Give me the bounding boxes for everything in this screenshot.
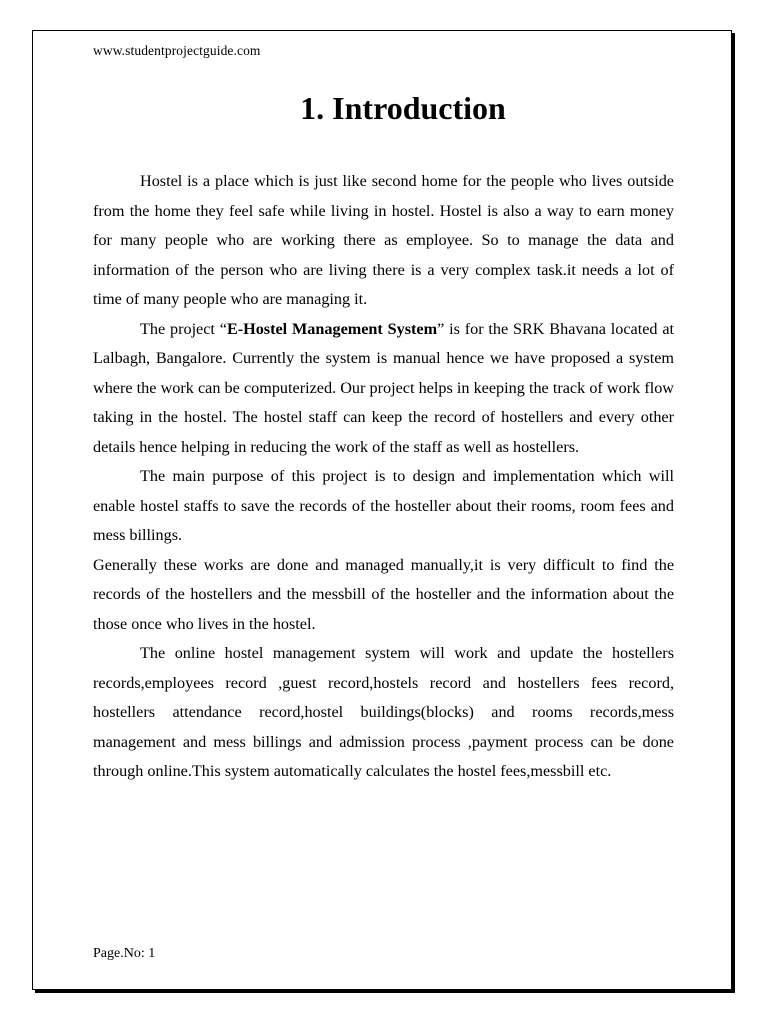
paragraph-2-lead: The project “ <box>140 319 227 338</box>
paragraph-5: The online hostel management system will work and update the hostellers records,employees record ,guest record,hostels record and hostellers fees record, hostellers attendance record,hostel buildings(blocks) and rooms records,mess management and mess billings and admission process ,payment process can be done through online.This system automatically calculates the hostel fees,messbill etc. <box>93 644 674 780</box>
paragraph-4: Generally these works are done and managed manually,it is very difficult to find the records of the hostellers and the messbill of the hosteller and the information about the those once who lives in the hostel. <box>93 555 674 633</box>
paragraph-2 <box>93 315 674 463</box>
page-number: Page.No: 1 <box>93 946 156 961</box>
paragraph-3: The main purpose of this project is to design and implementation which will enable hostel staffs to save the records of the hosteller about their rooms, room fees and mess billings. <box>93 467 674 544</box>
site-url-header: www.studentprojectguide.com <box>93 43 261 58</box>
document-body <box>93 167 674 787</box>
paragraph-1: Hostel is a place which is just like second home for the people who lives outside from the home they feel safe while living in hostel. Hostel is also a way to earn money for many people who are working there as employee. So to manage the data and information of the person who are living there is a very complex task.it needs a lot of time of many people who are managing it. <box>93 172 674 308</box>
project-name: E-Hostel Management System <box>226 319 438 338</box>
paragraph-2-rest: ” is for the SRK Bhavana located at Lalbagh, Bangalore. Currently the system is manual hence we have proposed a system where the work can be computerized. Our project helps in keeping the track of work flow taking in the hostel. The hostel staff can keep the record of hostellers and every other details hence helping in reducing the work of the staff as well as hostellers. <box>93 319 674 456</box>
page-title: 1. Introduction <box>300 90 506 126</box>
